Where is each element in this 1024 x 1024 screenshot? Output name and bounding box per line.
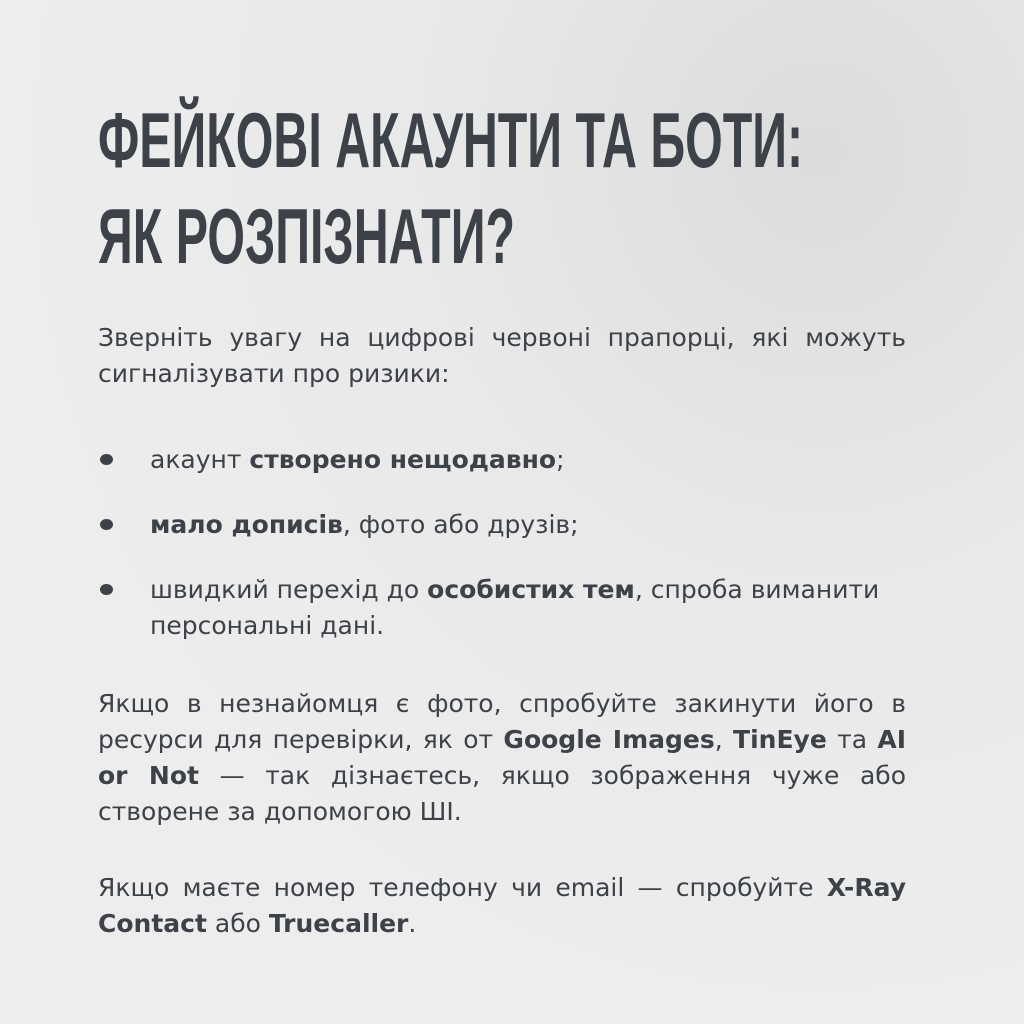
list-item [98, 572, 906, 644]
text-segment: акаунт [150, 445, 250, 474]
bullet-icon [100, 454, 113, 465]
bold-text: AI or Not [98, 725, 906, 790]
photo-check-paragraph [98, 686, 906, 830]
text-segment: та [826, 725, 878, 754]
list-item [98, 442, 906, 478]
contact-check-paragraph [98, 870, 906, 942]
text-segment: , фото або друзів; [342, 510, 579, 539]
text-segment: або [206, 909, 269, 938]
bold-text: створено нещодавно [249, 445, 557, 474]
bold-text: X-Ray Contact [98, 873, 906, 938]
text-segment: ; [556, 445, 565, 474]
list-item [98, 507, 906, 543]
bullet-icon [100, 519, 113, 530]
text-segment: . [408, 909, 417, 938]
bold-text: мало дописів [150, 510, 343, 539]
bold-text: Truecaller [268, 909, 409, 938]
red-flags-list [98, 442, 906, 673]
text-segment: , [714, 725, 734, 754]
text-segment: швидкий перехід до [150, 575, 428, 604]
text-segment: Якщо в незнайомця є фото, спробуйте закинути його в ресурси для перевірки, як от [98, 689, 906, 754]
intro-paragraph: Зверніть увагу на цифрові червоні прапорці, які можуть сигналізувати про ризики: [98, 323, 906, 388]
text-segment: Якщо маєте номер телефону чи email — спробуйте [98, 873, 827, 902]
page-title [98, 92, 803, 284]
bullet-icon [100, 584, 113, 595]
title-line-1: ФЕЙКОВІ АКАУНТИ ТА БОТИ: [98, 96, 804, 184]
text-segment: , спроба виманити персональні дані. [150, 575, 880, 640]
text-segment: — так дізнаєтесь, якщо зображення чуже або створене за допомогою ШІ. [98, 761, 906, 826]
bold-text: TinEye [733, 725, 827, 754]
title-line-2: ЯК РОЗПІЗНАТИ? [98, 192, 516, 280]
bold-text: Google Images [503, 725, 715, 754]
bold-text: особистих тем [427, 575, 635, 604]
